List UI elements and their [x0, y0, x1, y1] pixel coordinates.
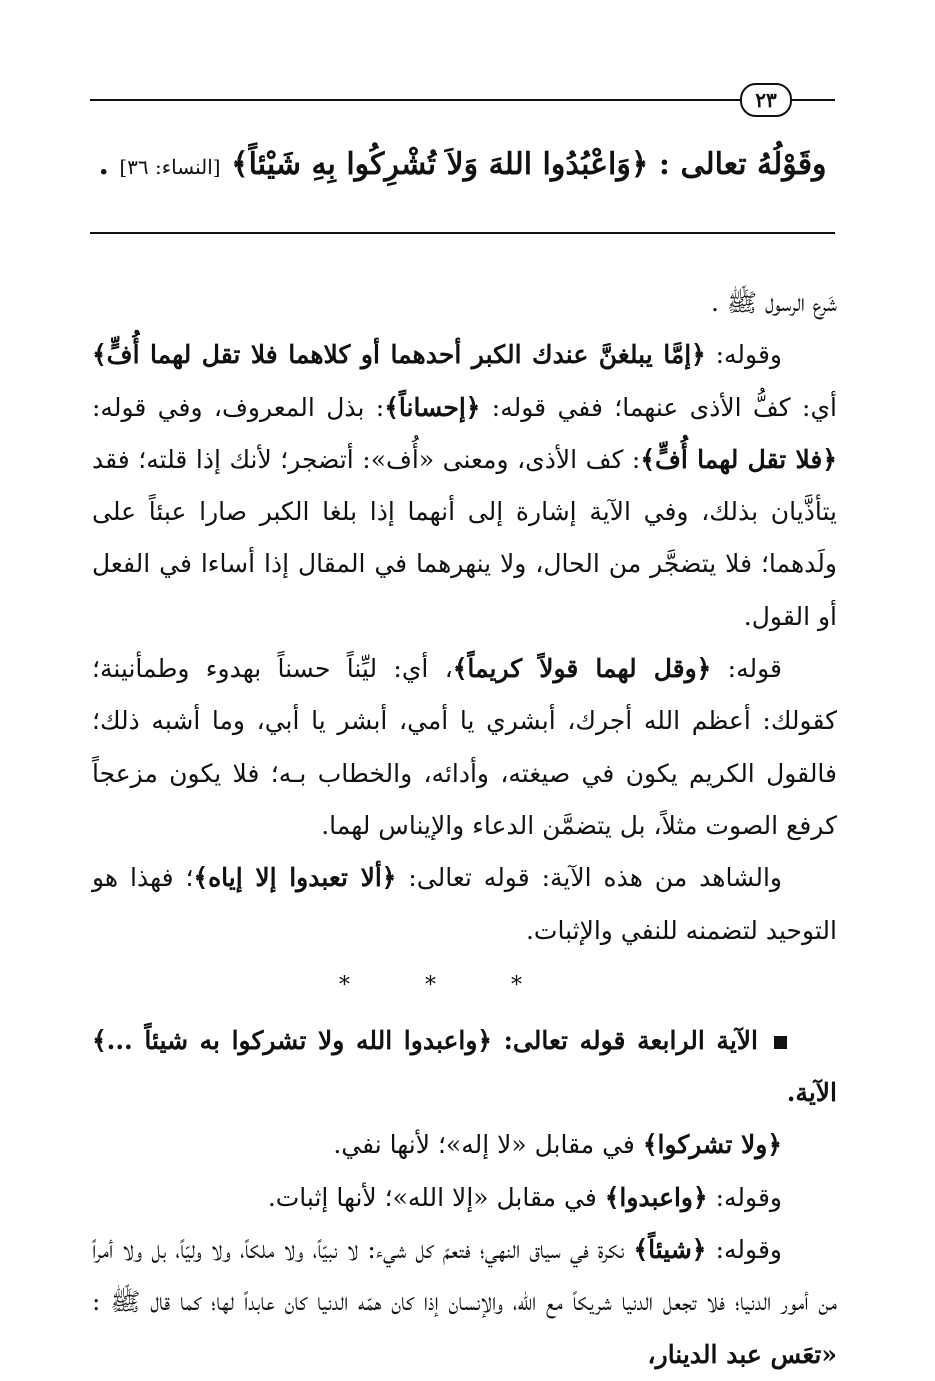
p3-text: ، أي: ليِّناً حسناً بهدوء وطمأنينة؛ كقولك: أعظم الله أجرك، أبشري يا أمي، أبشر يا أبي، وما أشبه ذلك؛ فالقول الكريم يكون في صيغته، وأدائه، والخطاب بـه؛ فلا يكون مزعجاً كرفع الصوت مثلاً، بل يتضمَّن الدعاء والإيناس لهما.: [92, 654, 837, 840]
running-head-lead: وقَوْلُهُ تعالى :: [658, 147, 827, 182]
p2-lead: وقوله:: [705, 340, 782, 370]
page-number: ٢٣: [740, 83, 792, 117]
p5-verse: ﴿ولا تشركوا﴾: [642, 1130, 782, 1160]
p7-lead: وقوله:: [706, 1235, 782, 1265]
section-heading-text: الآية الرابعة قوله تعالى: ﴿واعبدوا الله ولا تشركوا به شيئاً ...﴾ الآية.: [92, 1025, 837, 1108]
p6-text: في مقابل «إلا الله»؛ لأنها إثبات.: [267, 1182, 605, 1212]
paragraph-3: [92, 643, 837, 852]
paragraph-1: شَرع الرسول ﷺ .: [710, 288, 837, 317]
p7-hadith-start: «تعَس عبد الدينار،: [647, 1339, 837, 1369]
p2-verse-2: ﴿إحساناً﴾: [384, 392, 481, 422]
running-heading: [90, 135, 835, 197]
p4-lead: والشاهد من هذه الآية: قوله تعالى:: [396, 863, 782, 893]
paragraph-6: [92, 1172, 837, 1224]
header-rule: [90, 99, 835, 101]
p6-verse: ﴿واعبدوا﴾: [604, 1182, 708, 1212]
paragraph-5: [92, 1119, 837, 1171]
p7-verse: ﴿شيئاً﴾: [633, 1235, 707, 1265]
paragraph-2: [92, 329, 837, 643]
heading-rule: [90, 232, 835, 234]
p7-text: نكرة في سياق النهي؛ فتعمّ كل شيء: لا نبيّاً، ولا ملكاً، ولا وليّاً، بل ولا أمراً من أمور الدنيا؛ فلا تجعل الدنيا شريكاً مع الله، والإنسان إذا كان همّه الدنيا كان عابداً لها؛ كما قال ﷺ :: [92, 1235, 837, 1317]
p4-text: ؛ فهذا هو التوحيد لتضمنه للنفي والإثبات.: [92, 863, 837, 945]
p2-verse: ﴿إمَّا يبلغنَّ عندك الكبر أحدهما أو كلاهما فلا تقل لهما أُفٍّ﴾: [92, 340, 706, 370]
p3-lead: قوله:: [711, 654, 782, 684]
verse-reference: [النساء: ٣٦]: [119, 155, 221, 179]
p2-verse-3: ﴿فلا تقل لهما أُفٍّ﴾: [640, 444, 837, 474]
p2-text-b: : بذل المعروف، وفي قوله:: [92, 392, 385, 422]
section-heading: [92, 1015, 837, 1120]
p5-text: في مقابل «لا إله»؛ لأنها نفي.: [333, 1130, 643, 1160]
square-bullet-icon: [774, 1036, 787, 1049]
paragraph-7: [92, 1224, 837, 1381]
p6-lead: وقوله:: [707, 1182, 782, 1212]
p2-text-c: : كف الأذى، ومعنى «أُف»: أتضجر؛ لأنك إذا قلته؛ فقد يتأذَّيان بذلك، وفي الآية إشارة إلى أنهما إذا بلغا الكبر صارا عبئاً على ولَدهما؛ فلا يتضجَّر من الحال، ولا ينهرهما في المقال إذا أساءا في الفعل أو القول.: [92, 444, 837, 631]
body-text: [92, 277, 837, 1381]
p2-text-a: أي: كفُّ الأذى عنهما؛ ففي قوله:: [480, 392, 837, 422]
section-separator-stars: * * *: [339, 972, 556, 998]
paragraph-4: [92, 852, 837, 957]
p3-verse: ﴿وقل لهما قولاً كريماً﴾: [452, 654, 712, 684]
p4-verse: ﴿ألا تعبدوا إلا إياه﴾: [193, 863, 397, 893]
running-head-verse: ﴿وَاعْبُدُوا اللهَ وَلاَ تُشْرِكُوا بِهِ شَيْئاً﴾: [231, 147, 649, 182]
running-head-end: .: [98, 147, 109, 182]
